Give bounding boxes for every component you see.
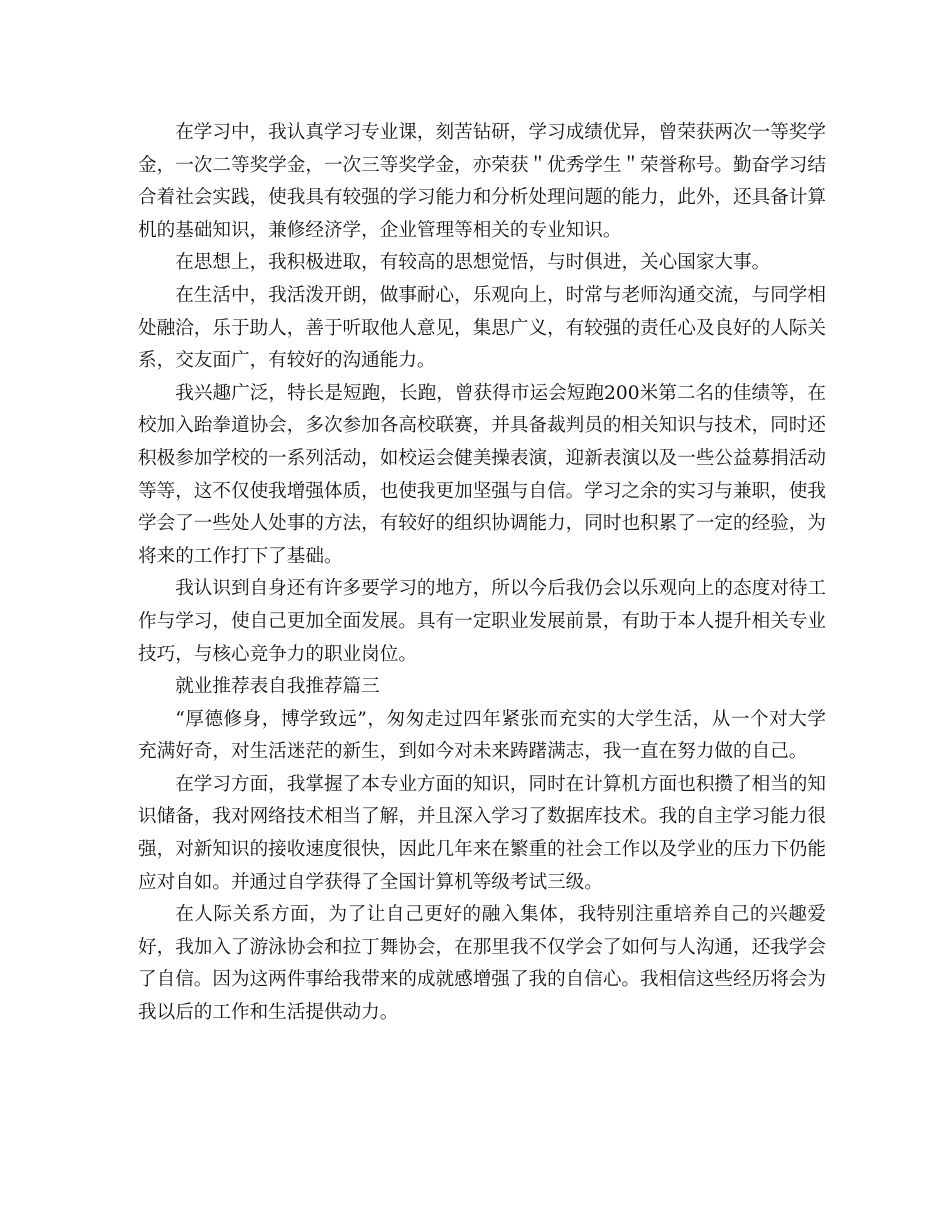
paragraph-self-awareness: 我认识到自身还有许多要学习的地方，所以今后我仍会以乐观向上的态度对待工作与学习，使自己更加全面发展。具有一定职业发展前景，有助于本人提升相关专业技巧，与核心竞争力的职业岗位。	[138, 578, 826, 665]
paragraph-intro: “厚德修身，博学致远”，匆匆走过四年紧张而充实的大学生活，从一个对大学充满好奇，对生活迷茫的新生，到如今对未来踌躇满志，我一直在努力做的自己。	[138, 708, 826, 763]
paragraph-learning: 在学习方面，我掌握了本专业方面的知识，同时在计算机方面也积攒了相当的知识储备，我对网络技术相当了解，并且深入学习了数据库技术。我的自主学习能力很强，对新知识的接收速度很快，因此几年来在繁重的社会工作以及学业的压力下仍能应对自如。并通过自学获得了全国计算机等级考试三级。	[138, 773, 826, 893]
section-heading: 就业推荐表自我推荐篇三	[175, 676, 380, 698]
paragraph-relations: 在人际关系方面，为了让自己更好的融入集体，我特别注重培养自己的兴趣爱好，我加入了游泳协会和拉丁舞协会，在那里我不仅学会了如何与人沟通，还我学会了自信。因为这两件事给我带来的成就感增强了我的自信心。我相信这些经历将会为我以后的工作和生活提供动力。	[138, 904, 826, 1024]
paragraph-thought: 在思想上，我积极进取，有较高的思想觉悟，与时俱进，关心国家大事。	[175, 252, 771, 274]
paragraph-interests: 我兴趣广泛，特长是短跑，长跑，曾获得市运会短跑200米第二名的佳绩等，在校加入跆拳道协会，多次参加各高校联赛，并具备裁判员的相关知识与技术，同时还积极参加学校的一系列活动，如校运会健美操表演，迎新表演以及一些公益募捐活动等等，这不仅使我增强体质，也使我更加坚强与自信。学习之余的实习与兼职，使我学会了一些处人处事的方法，有较好的组织协调能力，同时也积累了一定的经验，为将来的工作打下了基础。	[138, 382, 826, 567]
paragraph-study: 在学习中，我认真学习专业课，刻苦钻研，学习成绩优异，曾荣获两次一等奖学金，一次二等奖学金，一次三等奖学金，亦荣获＂优秀学生＂荣誉称号。勤奋学习结合着社会实践，使我具有较强的学习能力和分析处理问题的能力，此外，还具备计算机的基础知识，兼修经济学，企业管理等相关的专业知识。	[138, 122, 826, 241]
document-body	[138, 117, 826, 1030]
paragraph-life: 在生活中，我活泼开朗，做事耐心，乐观向上，时常与老师沟通交流，与同学相处融洽，乐于助人，善于听取他人意见，集思广义，有较强的责任心及良好的人际关系，交友面广，有较好的沟通能力。	[138, 284, 826, 372]
